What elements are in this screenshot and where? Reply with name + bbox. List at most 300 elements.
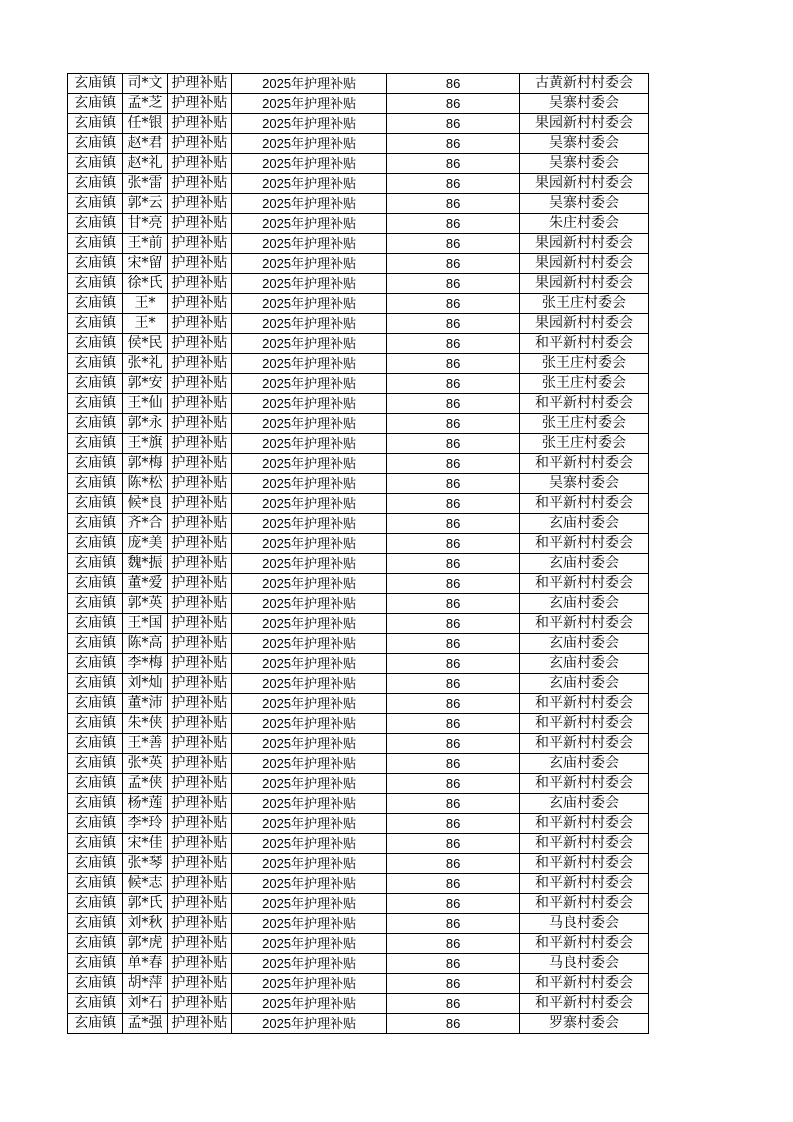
committee-cell: 吴寨村委会 bbox=[520, 94, 649, 114]
item-cell: 2025年护理补贴 bbox=[232, 114, 387, 134]
name-cell: 宋*留 bbox=[123, 254, 167, 274]
item-cell: 2025年护理补贴 bbox=[232, 134, 387, 154]
type-cell: 护理补贴 bbox=[167, 754, 231, 774]
name-cell: 赵*君 bbox=[123, 134, 167, 154]
type-cell: 护理补贴 bbox=[167, 934, 231, 954]
town-cell: 玄庙镇 bbox=[68, 314, 123, 334]
name-cell: 魏*振 bbox=[123, 554, 167, 574]
amount-cell: 86 bbox=[387, 754, 520, 774]
name-cell: 张*礼 bbox=[123, 354, 167, 374]
committee-cell: 罗寨村委会 bbox=[520, 1014, 649, 1034]
table-row bbox=[68, 414, 649, 434]
amount-cell: 86 bbox=[387, 954, 520, 974]
table-row bbox=[68, 274, 649, 294]
item-cell: 2025年护理补贴 bbox=[232, 634, 387, 654]
committee-cell: 果园新村村委会 bbox=[520, 314, 649, 334]
town-cell: 玄庙镇 bbox=[68, 134, 123, 154]
town-cell: 玄庙镇 bbox=[68, 94, 123, 114]
table-row bbox=[68, 314, 649, 334]
town-cell: 玄庙镇 bbox=[68, 394, 123, 414]
item-cell: 2025年护理补贴 bbox=[232, 614, 387, 634]
item-cell: 2025年护理补贴 bbox=[232, 314, 387, 334]
amount-cell: 86 bbox=[387, 774, 520, 794]
name-cell: 陈*松 bbox=[123, 474, 167, 494]
subsidy-table-body bbox=[68, 74, 649, 1034]
type-cell: 护理补贴 bbox=[167, 454, 231, 474]
name-cell: 刘*灿 bbox=[123, 674, 167, 694]
item-cell: 2025年护理补贴 bbox=[232, 874, 387, 894]
amount-cell: 86 bbox=[387, 574, 520, 594]
item-cell: 2025年护理补贴 bbox=[232, 394, 387, 414]
type-cell: 护理补贴 bbox=[167, 694, 231, 714]
type-cell: 护理补贴 bbox=[167, 94, 231, 114]
committee-cell: 和平新村村委会 bbox=[520, 874, 649, 894]
committee-cell: 玄庙村委会 bbox=[520, 554, 649, 574]
table-row bbox=[68, 954, 649, 974]
table-row bbox=[68, 294, 649, 314]
item-cell: 2025年护理补贴 bbox=[232, 914, 387, 934]
town-cell: 玄庙镇 bbox=[68, 454, 123, 474]
committee-cell: 和平新村村委会 bbox=[520, 894, 649, 914]
amount-cell: 86 bbox=[387, 314, 520, 334]
name-cell: 候*志 bbox=[123, 874, 167, 894]
amount-cell: 86 bbox=[387, 894, 520, 914]
name-cell: 张*琴 bbox=[123, 854, 167, 874]
committee-cell: 吴寨村委会 bbox=[520, 154, 649, 174]
name-cell: 王*国 bbox=[123, 614, 167, 634]
amount-cell: 86 bbox=[387, 274, 520, 294]
item-cell: 2025年护理补贴 bbox=[232, 694, 387, 714]
town-cell: 玄庙镇 bbox=[68, 154, 123, 174]
name-cell: 宋*佳 bbox=[123, 834, 167, 854]
name-cell: 李*玲 bbox=[123, 814, 167, 834]
type-cell: 护理补贴 bbox=[167, 534, 231, 554]
amount-cell: 86 bbox=[387, 174, 520, 194]
amount-cell: 86 bbox=[387, 714, 520, 734]
item-cell: 2025年护理补贴 bbox=[232, 254, 387, 274]
amount-cell: 86 bbox=[387, 194, 520, 214]
amount-cell: 86 bbox=[387, 734, 520, 754]
town-cell: 玄庙镇 bbox=[68, 434, 123, 454]
town-cell: 玄庙镇 bbox=[68, 254, 123, 274]
committee-cell: 和平新村村委会 bbox=[520, 854, 649, 874]
amount-cell: 86 bbox=[387, 854, 520, 874]
committee-cell: 古黄新村村委会 bbox=[520, 74, 649, 94]
committee-cell: 和平新村村委会 bbox=[520, 974, 649, 994]
table-row bbox=[68, 494, 649, 514]
committee-cell: 吴寨村委会 bbox=[520, 194, 649, 214]
town-cell: 玄庙镇 bbox=[68, 794, 123, 814]
amount-cell: 86 bbox=[387, 454, 520, 474]
town-cell: 玄庙镇 bbox=[68, 374, 123, 394]
committee-cell: 玄庙村委会 bbox=[520, 654, 649, 674]
item-cell: 2025年护理补贴 bbox=[232, 174, 387, 194]
table-row bbox=[68, 734, 649, 754]
type-cell: 护理补贴 bbox=[167, 774, 231, 794]
type-cell: 护理补贴 bbox=[167, 474, 231, 494]
town-cell: 玄庙镇 bbox=[68, 234, 123, 254]
name-cell: 孟*芝 bbox=[123, 94, 167, 114]
town-cell: 玄庙镇 bbox=[68, 634, 123, 654]
committee-cell: 玄庙村委会 bbox=[520, 754, 649, 774]
type-cell: 护理补贴 bbox=[167, 174, 231, 194]
name-cell: 司*文 bbox=[123, 74, 167, 94]
amount-cell: 86 bbox=[387, 514, 520, 534]
table-row bbox=[68, 354, 649, 374]
amount-cell: 86 bbox=[387, 794, 520, 814]
town-cell: 玄庙镇 bbox=[68, 554, 123, 574]
type-cell: 护理补贴 bbox=[167, 654, 231, 674]
town-cell: 玄庙镇 bbox=[68, 774, 123, 794]
town-cell: 玄庙镇 bbox=[68, 74, 123, 94]
name-cell: 徐*氏 bbox=[123, 274, 167, 294]
item-cell: 2025年护理补贴 bbox=[232, 774, 387, 794]
name-cell: 候*良 bbox=[123, 494, 167, 514]
item-cell: 2025年护理补贴 bbox=[232, 194, 387, 214]
name-cell: 李*梅 bbox=[123, 654, 167, 674]
table-row bbox=[68, 654, 649, 674]
item-cell: 2025年护理补贴 bbox=[232, 554, 387, 574]
town-cell: 玄庙镇 bbox=[68, 1014, 123, 1034]
committee-cell: 果园新村村委会 bbox=[520, 254, 649, 274]
committee-cell: 和平新村村委会 bbox=[520, 994, 649, 1014]
table-row bbox=[68, 454, 649, 474]
table-row bbox=[68, 394, 649, 414]
item-cell: 2025年护理补贴 bbox=[232, 294, 387, 314]
town-cell: 玄庙镇 bbox=[68, 834, 123, 854]
table-row bbox=[68, 854, 649, 874]
type-cell: 护理补贴 bbox=[167, 374, 231, 394]
amount-cell: 86 bbox=[387, 814, 520, 834]
table-row bbox=[68, 574, 649, 594]
town-cell: 玄庙镇 bbox=[68, 674, 123, 694]
committee-cell: 张王庄村委会 bbox=[520, 414, 649, 434]
amount-cell: 86 bbox=[387, 134, 520, 154]
name-cell: 王* bbox=[123, 314, 167, 334]
amount-cell: 86 bbox=[387, 254, 520, 274]
table-row bbox=[68, 634, 649, 654]
item-cell: 2025年护理补贴 bbox=[232, 1014, 387, 1034]
table-row bbox=[68, 754, 649, 774]
town-cell: 玄庙镇 bbox=[68, 814, 123, 834]
committee-cell: 和平新村村委会 bbox=[520, 734, 649, 754]
amount-cell: 86 bbox=[387, 434, 520, 454]
committee-cell: 玄庙村委会 bbox=[520, 674, 649, 694]
type-cell: 护理补贴 bbox=[167, 714, 231, 734]
town-cell: 玄庙镇 bbox=[68, 214, 123, 234]
type-cell: 护理补贴 bbox=[167, 814, 231, 834]
amount-cell: 86 bbox=[387, 294, 520, 314]
table-row bbox=[68, 614, 649, 634]
town-cell: 玄庙镇 bbox=[68, 274, 123, 294]
type-cell: 护理补贴 bbox=[167, 914, 231, 934]
table-row bbox=[68, 994, 649, 1014]
type-cell: 护理补贴 bbox=[167, 114, 231, 134]
amount-cell: 86 bbox=[387, 674, 520, 694]
committee-cell: 玄庙村委会 bbox=[520, 634, 649, 654]
type-cell: 护理补贴 bbox=[167, 674, 231, 694]
amount-cell: 86 bbox=[387, 874, 520, 894]
type-cell: 护理补贴 bbox=[167, 134, 231, 154]
table-row bbox=[68, 874, 649, 894]
item-cell: 2025年护理补贴 bbox=[232, 994, 387, 1014]
type-cell: 护理补贴 bbox=[167, 154, 231, 174]
item-cell: 2025年护理补贴 bbox=[232, 534, 387, 554]
amount-cell: 86 bbox=[387, 534, 520, 554]
table-row bbox=[68, 474, 649, 494]
committee-cell: 果园新村村委会 bbox=[520, 274, 649, 294]
table-row bbox=[68, 194, 649, 214]
type-cell: 护理补贴 bbox=[167, 494, 231, 514]
table-row bbox=[68, 174, 649, 194]
item-cell: 2025年护理补贴 bbox=[232, 974, 387, 994]
type-cell: 护理补贴 bbox=[167, 294, 231, 314]
town-cell: 玄庙镇 bbox=[68, 914, 123, 934]
item-cell: 2025年护理补贴 bbox=[232, 574, 387, 594]
table-row bbox=[68, 594, 649, 614]
committee-cell: 和平新村村委会 bbox=[520, 574, 649, 594]
table-row bbox=[68, 214, 649, 234]
name-cell: 郭*英 bbox=[123, 594, 167, 614]
type-cell: 护理补贴 bbox=[167, 974, 231, 994]
name-cell: 董*沛 bbox=[123, 694, 167, 714]
name-cell: 刘*秋 bbox=[123, 914, 167, 934]
item-cell: 2025年护理补贴 bbox=[232, 354, 387, 374]
name-cell: 郭*梅 bbox=[123, 454, 167, 474]
name-cell: 胡*萍 bbox=[123, 974, 167, 994]
item-cell: 2025年护理补贴 bbox=[232, 474, 387, 494]
table-row bbox=[68, 1014, 649, 1034]
item-cell: 2025年护理补贴 bbox=[232, 454, 387, 474]
town-cell: 玄庙镇 bbox=[68, 754, 123, 774]
amount-cell: 86 bbox=[387, 474, 520, 494]
type-cell: 护理补贴 bbox=[167, 514, 231, 534]
item-cell: 2025年护理补贴 bbox=[232, 414, 387, 434]
table-row bbox=[68, 334, 649, 354]
item-cell: 2025年护理补贴 bbox=[232, 274, 387, 294]
name-cell: 王* bbox=[123, 294, 167, 314]
type-cell: 护理补贴 bbox=[167, 594, 231, 614]
name-cell: 孟*侠 bbox=[123, 774, 167, 794]
item-cell: 2025年护理补贴 bbox=[232, 234, 387, 254]
town-cell: 玄庙镇 bbox=[68, 294, 123, 314]
name-cell: 郭*氏 bbox=[123, 894, 167, 914]
item-cell: 2025年护理补贴 bbox=[232, 594, 387, 614]
amount-cell: 86 bbox=[387, 694, 520, 714]
name-cell: 郭*安 bbox=[123, 374, 167, 394]
table-row bbox=[68, 534, 649, 554]
table-row bbox=[68, 514, 649, 534]
item-cell: 2025年护理补贴 bbox=[232, 714, 387, 734]
item-cell: 2025年护理补贴 bbox=[232, 94, 387, 114]
town-cell: 玄庙镇 bbox=[68, 534, 123, 554]
type-cell: 护理补贴 bbox=[167, 574, 231, 594]
amount-cell: 86 bbox=[387, 394, 520, 414]
amount-cell: 86 bbox=[387, 354, 520, 374]
table-row bbox=[68, 814, 649, 834]
town-cell: 玄庙镇 bbox=[68, 474, 123, 494]
amount-cell: 86 bbox=[387, 234, 520, 254]
town-cell: 玄庙镇 bbox=[68, 354, 123, 374]
town-cell: 玄庙镇 bbox=[68, 574, 123, 594]
committee-cell: 和平新村村委会 bbox=[520, 934, 649, 954]
amount-cell: 86 bbox=[387, 114, 520, 134]
type-cell: 护理补贴 bbox=[167, 394, 231, 414]
item-cell: 2025年护理补贴 bbox=[232, 854, 387, 874]
name-cell: 杨*莲 bbox=[123, 794, 167, 814]
item-cell: 2025年护理补贴 bbox=[232, 154, 387, 174]
type-cell: 护理补贴 bbox=[167, 874, 231, 894]
type-cell: 护理补贴 bbox=[167, 234, 231, 254]
town-cell: 玄庙镇 bbox=[68, 594, 123, 614]
amount-cell: 86 bbox=[387, 94, 520, 114]
name-cell: 郭*永 bbox=[123, 414, 167, 434]
table-row bbox=[68, 134, 649, 154]
amount-cell: 86 bbox=[387, 834, 520, 854]
amount-cell: 86 bbox=[387, 614, 520, 634]
committee-cell: 张王庄村委会 bbox=[520, 294, 649, 314]
amount-cell: 86 bbox=[387, 1014, 520, 1034]
amount-cell: 86 bbox=[387, 934, 520, 954]
item-cell: 2025年护理补贴 bbox=[232, 494, 387, 514]
amount-cell: 86 bbox=[387, 334, 520, 354]
committee-cell: 果园新村村委会 bbox=[520, 114, 649, 134]
table-row bbox=[68, 554, 649, 574]
name-cell: 董*爱 bbox=[123, 574, 167, 594]
committee-cell: 和平新村村委会 bbox=[520, 714, 649, 734]
committee-cell: 吴寨村委会 bbox=[520, 134, 649, 154]
item-cell: 2025年护理补贴 bbox=[232, 794, 387, 814]
amount-cell: 86 bbox=[387, 214, 520, 234]
name-cell: 庞*美 bbox=[123, 534, 167, 554]
name-cell: 任*银 bbox=[123, 114, 167, 134]
name-cell: 王*旗 bbox=[123, 434, 167, 454]
committee-cell: 和平新村村委会 bbox=[520, 774, 649, 794]
town-cell: 玄庙镇 bbox=[68, 334, 123, 354]
type-cell: 护理补贴 bbox=[167, 274, 231, 294]
table-row bbox=[68, 694, 649, 714]
type-cell: 护理补贴 bbox=[167, 74, 231, 94]
name-cell: 王*仙 bbox=[123, 394, 167, 414]
type-cell: 护理补贴 bbox=[167, 434, 231, 454]
committee-cell: 和平新村村委会 bbox=[520, 454, 649, 474]
item-cell: 2025年护理补贴 bbox=[232, 334, 387, 354]
table-row bbox=[68, 74, 649, 94]
committee-cell: 和平新村村委会 bbox=[520, 834, 649, 854]
type-cell: 护理补贴 bbox=[167, 354, 231, 374]
amount-cell: 86 bbox=[387, 994, 520, 1014]
town-cell: 玄庙镇 bbox=[68, 174, 123, 194]
table-row bbox=[68, 114, 649, 134]
amount-cell: 86 bbox=[387, 74, 520, 94]
type-cell: 护理补贴 bbox=[167, 854, 231, 874]
committee-cell: 朱庄村委会 bbox=[520, 214, 649, 234]
type-cell: 护理补贴 bbox=[167, 334, 231, 354]
name-cell: 王*善 bbox=[123, 734, 167, 754]
item-cell: 2025年护理补贴 bbox=[232, 674, 387, 694]
item-cell: 2025年护理补贴 bbox=[232, 74, 387, 94]
town-cell: 玄庙镇 bbox=[68, 714, 123, 734]
item-cell: 2025年护理补贴 bbox=[232, 834, 387, 854]
item-cell: 2025年护理补贴 bbox=[232, 894, 387, 914]
table-row bbox=[68, 834, 649, 854]
town-cell: 玄庙镇 bbox=[68, 954, 123, 974]
item-cell: 2025年护理补贴 bbox=[232, 734, 387, 754]
type-cell: 护理补贴 bbox=[167, 214, 231, 234]
name-cell: 朱*侠 bbox=[123, 714, 167, 734]
type-cell: 护理补贴 bbox=[167, 254, 231, 274]
committee-cell: 张王庄村委会 bbox=[520, 434, 649, 454]
town-cell: 玄庙镇 bbox=[68, 494, 123, 514]
town-cell: 玄庙镇 bbox=[68, 614, 123, 634]
name-cell: 侯*民 bbox=[123, 334, 167, 354]
type-cell: 护理补贴 bbox=[167, 994, 231, 1014]
item-cell: 2025年护理补贴 bbox=[232, 654, 387, 674]
committee-cell: 马良村委会 bbox=[520, 954, 649, 974]
town-cell: 玄庙镇 bbox=[68, 994, 123, 1014]
table-row bbox=[68, 974, 649, 994]
table-row bbox=[68, 794, 649, 814]
table-row bbox=[68, 674, 649, 694]
committee-cell: 玄庙村委会 bbox=[520, 514, 649, 534]
type-cell: 护理补贴 bbox=[167, 314, 231, 334]
committee-cell: 吴寨村委会 bbox=[520, 474, 649, 494]
type-cell: 护理补贴 bbox=[167, 414, 231, 434]
committee-cell: 和平新村村委会 bbox=[520, 394, 649, 414]
committee-cell: 张王庄村委会 bbox=[520, 374, 649, 394]
amount-cell: 86 bbox=[387, 554, 520, 574]
town-cell: 玄庙镇 bbox=[68, 514, 123, 534]
type-cell: 护理补贴 bbox=[167, 894, 231, 914]
table-row bbox=[68, 154, 649, 174]
town-cell: 玄庙镇 bbox=[68, 694, 123, 714]
committee-cell: 张王庄村委会 bbox=[520, 354, 649, 374]
type-cell: 护理补贴 bbox=[167, 614, 231, 634]
table-row bbox=[68, 774, 649, 794]
committee-cell: 果园新村村委会 bbox=[520, 234, 649, 254]
item-cell: 2025年护理补贴 bbox=[232, 934, 387, 954]
name-cell: 刘*石 bbox=[123, 994, 167, 1014]
town-cell: 玄庙镇 bbox=[68, 734, 123, 754]
table-row bbox=[68, 94, 649, 114]
amount-cell: 86 bbox=[387, 634, 520, 654]
town-cell: 玄庙镇 bbox=[68, 934, 123, 954]
amount-cell: 86 bbox=[387, 914, 520, 934]
name-cell: 张*英 bbox=[123, 754, 167, 774]
name-cell: 郭*虎 bbox=[123, 934, 167, 954]
committee-cell: 和平新村村委会 bbox=[520, 614, 649, 634]
item-cell: 2025年护理补贴 bbox=[232, 754, 387, 774]
item-cell: 2025年护理补贴 bbox=[232, 814, 387, 834]
name-cell: 单*春 bbox=[123, 954, 167, 974]
town-cell: 玄庙镇 bbox=[68, 414, 123, 434]
town-cell: 玄庙镇 bbox=[68, 894, 123, 914]
committee-cell: 和平新村村委会 bbox=[520, 334, 649, 354]
town-cell: 玄庙镇 bbox=[68, 194, 123, 214]
name-cell: 赵*礼 bbox=[123, 154, 167, 174]
committee-cell: 和平新村村委会 bbox=[520, 814, 649, 834]
table-row bbox=[68, 374, 649, 394]
name-cell: 郭*云 bbox=[123, 194, 167, 214]
name-cell: 陈*高 bbox=[123, 634, 167, 654]
name-cell: 甘*亮 bbox=[123, 214, 167, 234]
item-cell: 2025年护理补贴 bbox=[232, 434, 387, 454]
type-cell: 护理补贴 bbox=[167, 834, 231, 854]
committee-cell: 和平新村村委会 bbox=[520, 494, 649, 514]
name-cell: 齐*合 bbox=[123, 514, 167, 534]
amount-cell: 86 bbox=[387, 654, 520, 674]
type-cell: 护理补贴 bbox=[167, 954, 231, 974]
